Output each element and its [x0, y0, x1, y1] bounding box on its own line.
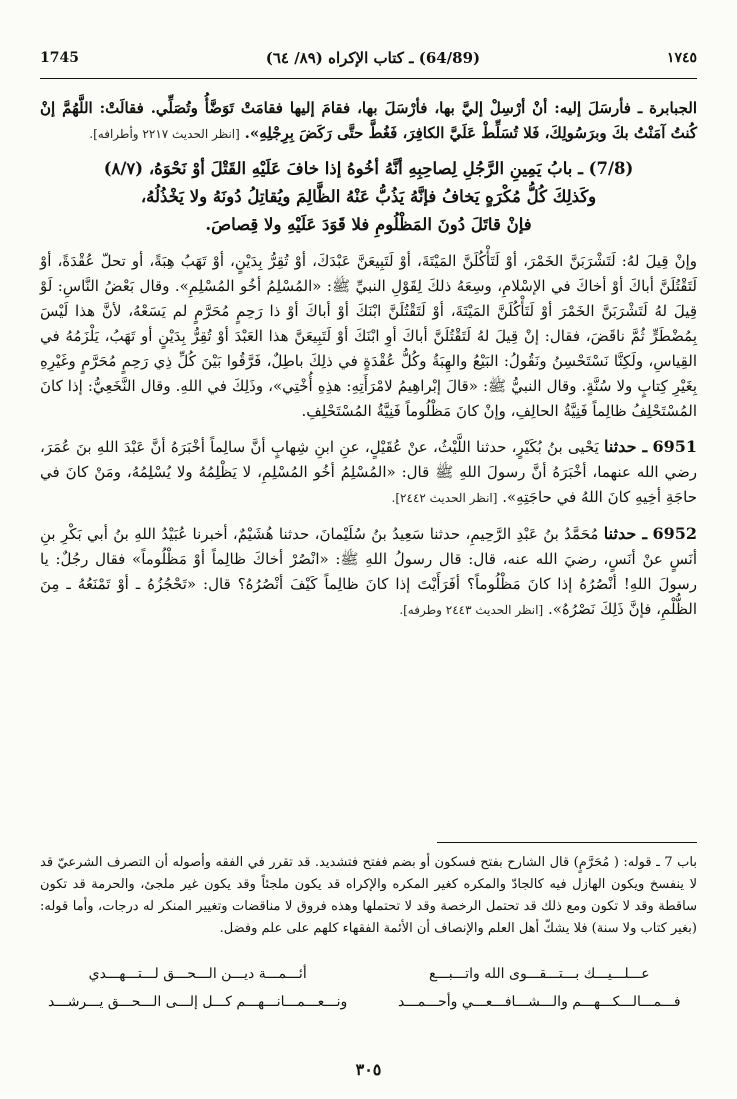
hadith-number: 6952	[652, 524, 697, 543]
footnote: باب 7 ـ قوله: ( مُحَرَّمٍ) قال الشارح بفتح فسكون أو بضم ففتح فتشديد. قد تقرر في الفقه وأصوله أن التصرف الشرعيّ قد لا ينفسخ ويكون الهازل فيه كالجادّ والمكره كغير المكره والإكراه قد يكون ملجئاً وقد يكون غير ملجئ، والحرمة قد تكون ساقطة وقد لا تكون ومع ذلك قد تحتمل الرخصة وقد لا تحتملها وهذه فروق لا مناقضات وتغيير المنكر له درجات، وأما قوله: (بغير كتاب ولا سنة) فلا يشكّ أهل العلم والإنصاف أن الأئمة الفقهاء كلهم على علم وفضل.	[40, 855, 697, 936]
verse-hemistich: عـــلـــيـــك بـــتـــقـــوى الله واتـــبـــع	[428, 966, 650, 982]
page-number-footer: ٣٠٥	[355, 1060, 382, 1079]
footnote-separator	[437, 842, 697, 843]
intro-paragraph	[40, 96, 697, 147]
hadith-marker: ـ حدثنا	[604, 437, 648, 456]
verse-hemistich: أئـــمـــة ديـــن الـــحـــق لـــتـــهـــدي	[88, 966, 307, 982]
hadith-marker: ـ حدثنا	[603, 524, 648, 543]
hadith-text: يَحْيى بنُ بُكَيْرٍ، حدثنا اللَّيْثُ، عنْ عُقَيْلٍ، عنِ ابنِ شِهابٍ أنَّ سالِماً أخْبَرَهُ أنَّ عَبْدَ اللهِ بنَ عُمَرَ، رضي الله عنهما، أخْبَرَهُ أنَّ رسولَ اللهِ ﷺ قال: «المُسْلِمُ أخُو المُسْلِمِ، لا يَظْلِمُهُ ولا يُسْلِمُهُ، ومَنْ كانَ في حاجَةِ أخِيهِ كانَ اللهُ في حاجَتِهِ».	[40, 438, 697, 506]
hadith-text: مُحَمَّدُ بنُ عَبْدِ الرَّحِيمِ، حدثنا سَعِيدُ بنُ سُلَيْمانَ، حدثنا هُشَيْمٌ، أخبرنا عُبَيْدُ اللهِ بنُ أبي بَكْرِ بنِ أنَسٍ عنْ أنَسٍ، رضيَ الله عنه، قال: قال رسولُ اللهِ ﷺ: «انْصُرْ أخاكَ ظالِماً أوْ مَظْلُوماً» فقال رجُلٌ: يا رسولَ اللهِ! أنْصُرُهُ إذا كانَ مَظْلُوماً؟ أفَرَأَيْتَ إذا كانَ ظالِماً كَيْفَ أنْصُرُهُ؟ قال: «تَحْجُزُهُ ـ أوْ تَمْنَعُهُ ـ مِنَ الظُّلْمِ، فإنَّ ذَلِكَ نَصْرُهُ».	[40, 525, 697, 618]
hadith-reference: [انظر الحديث ٢٤٤٣ وطرفه].	[399, 603, 544, 617]
header-rule	[40, 78, 697, 79]
chapter-heading	[40, 155, 697, 239]
verse-hemistich: ونـــعـــمـــانـــهـــم كـــل إلـــى الـــحـــق يـــرشـــد	[48, 994, 348, 1010]
chapter-line-3: فإنْ قاتَلَ دُونَ المَظْلُومِ فلا قَوَدَ عَلَيْهِ ولا قِصاصَ.	[205, 215, 532, 234]
hadith-number: 6951	[652, 437, 697, 456]
page-header	[40, 44, 697, 72]
hadith-6952	[40, 521, 697, 623]
verse-row	[40, 960, 697, 988]
hadith-6951	[40, 434, 697, 511]
verses	[40, 960, 697, 1016]
verse-hemistich: فـــمـــالـــكـــهـــم والـــشـــافـــعـــي وأحـــمـــد	[398, 994, 681, 1010]
commentary-paragraph: وإنْ قِيلَ لهُ: لَتَشْرَبَنَّ الخَمْرَ، أوْ لَتَأْكُلَنَّ المَيْتَةَ، أوْ لَتَبِيعَنَّ عَبْدَكَ، أوْ تُقِرُّ بِدَيْنٍ، أوْ تَهَبُ هِبَةً، أو تحلّ عُقْدَةً، أوْ لَتَقْتُلَنَّ أباكَ أوْ أخاكَ في الإسْلامِ، وسِعَهُ ذلكَ لِقَوْلِ النبيِّ ﷺ: «المُسْلِمُ أخُو المُسْلِمِ». وقال بَعْضُ النَّاسِ: لَوْ قِيلَ لهُ لَتَشْرَبَنَّ الخَمْرَ أوْ لَتَأْكُلَنَّ المَيْتَةَ، أوْ لَتَقْتُلَنَّ ابْنَكَ أوْ أباكَ أوْ ذا رَحِمٍ مُحَرَّمٍ لم يَسَعْهُ، لأنَّ هذا لَيْسَ بِمُضْطَرٍّ ثُمَّ ناقَضَ، فقال: إنْ قِيلَ لهُ لَتَقْتُلَنَّ أباكَ أوِ ابْنَكَ أوْ لَتَبِيعَنَّ هذا العَبْدَ أوْ تُقِرُّ بِدَيْنٍ أو تَهَبُ، يَلْزَمُهُ في القِياسِ، ولَكِنَّا نَسْتَحْسِنُ ونَقُولُ: البَيْعُ والهِبَةُ وكُلُّ عُقْدَةٍ في ذلِكَ باطِلٌ، فَرَّقُوا بَيْنَ كُلِّ ذِي رَحِمٍ مُحَرَّمٍ وغَيْرِهِ بِغَيْرِ كِتابٍ ولا سُنَّةٍ. وقال النبيُّ ﷺ: «قالَ إبْراهِيمُ لامْرَأَتِهِ: هذِهِ أُخْتِي»، وذَلِكَ في اللهِ. وقال النَّخَعِيُّ: إذا كانَ المُسْتَحْلِفُ ظالِماً فَنِيَّةُ الحالِفِ، وإنْ كانَ مَظْلُوماً فَنِيَّةُ المُسْتَحْلِفِ.	[40, 252, 697, 420]
page-number-latin: 1745	[40, 50, 79, 66]
intro-text: الجبابرة ـ فأرسَلَ إليه: أنْ أرْسِلْ إليَّ بها، فأرْسَلَ بها، فقامَ إليها فقامَتْ تَوَضَّأُ وتُصَلِّي. فقالَتْ: اللَّهُمَّ إنْ كُنتُ آمَنْتُ بكَ وبرَسُولِكَ، فَلا تُسَلِّطْ عَلَيَّ الكافِرَ، فَغُطَّ حتَّى رَكَضَ بِرِجْلِهِ».	[40, 99, 697, 142]
intro-reference: [انظر الحديث ٢٢١٧ وأطرافه].	[89, 127, 240, 141]
page-number-arabic: ١٧٤٥	[666, 50, 697, 66]
chapter-line-2: وكَذلِكَ كُلُّ مُكْرَهٍ يَخافُ فإنَّهُ يَذُبُّ عَنْهُ الظَّالِمَ ويُقاتِلُ دُونَهُ ولا يَخْذُلُهُ،	[140, 187, 597, 206]
main-text	[40, 96, 697, 629]
verse-row	[40, 988, 697, 1016]
chapter-line-1: (7/8) ـ بابُ يَمِينِ الرَّجُلِ لِصاحِبِهِ أنَّهُ أخُوهُ إذا خافَ عَلَيْهِ القَتْلَ أوْ نَحْوَهُ، (٨/٧)	[103, 159, 634, 178]
hadith-reference: [انظر الحديث ٢٤٤٢].	[391, 491, 498, 505]
chapter-running-title: (64/89) ـ كتاب الإكراه (٨٩/ ٦٤)	[265, 49, 481, 67]
